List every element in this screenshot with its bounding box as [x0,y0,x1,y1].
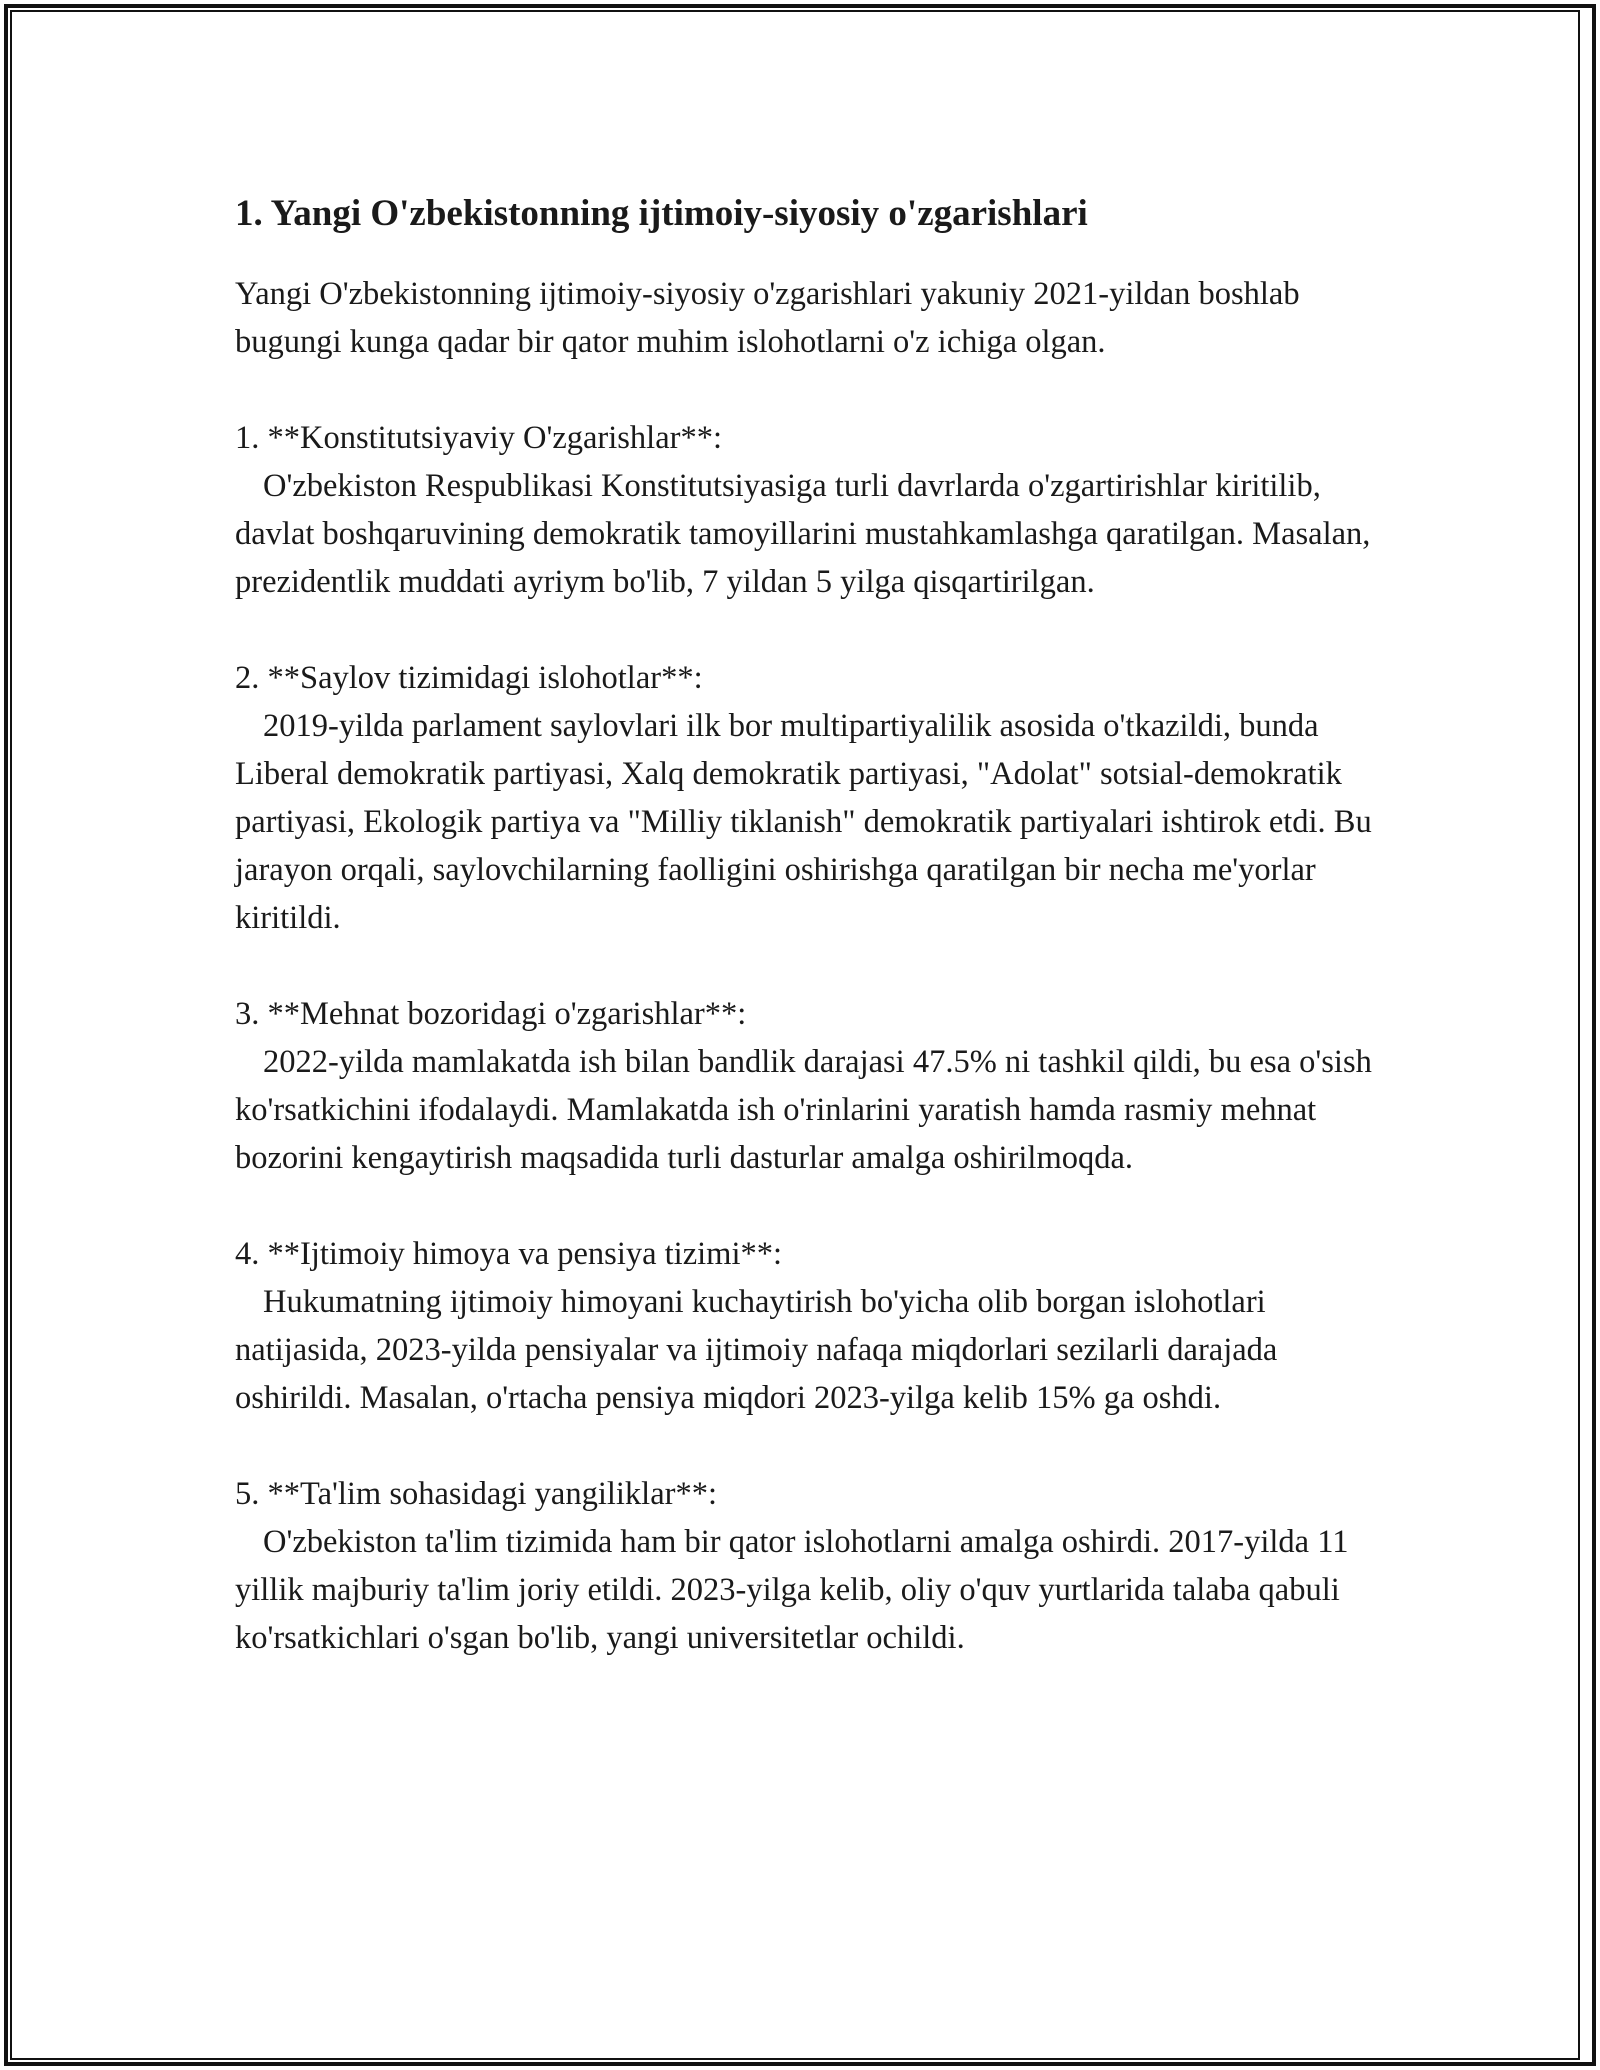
section-body: O'zbekiston Respublikasi Konstitutsiyasiga turli davrlarda o'zgartirishlar kiritilib, davlat boshqaruvining demokratik tamoyillarini mustahkamlashga qaratilgan. Masalan, prezidentlik muddati ayriym bo'lib, 7 yildan 5 yilga qisqartirilgan. [235,468,1371,600]
section-body: Hukumatning ijtimoiy himoyani kuchaytirish bo'yicha olib borgan islohotlari natijasida, 2023-yilda pensiyalar va ijtimoiy nafaqa miqdorlari sezilarli darajada oshirildi. Masalan, o'rtacha pensiya miqdori 2023-yilga kelib 15% ga oshdi. [235,1284,1278,1416]
section-heading: 3. **Mehnat bozoridagi o'zgarishlar**: [235,996,747,1032]
section-social-protection [235,1230,1375,1422]
section-heading: 4. **Ijtimoiy himoya va pensiya tizimi**: [235,1236,783,1272]
section-education [235,1470,1375,1662]
section-labor-market [235,990,1375,1182]
document-title: 1. Yangi O'zbekistonning ijtimoiy-siyosiy o'zgarishlari [235,193,1088,234]
section-electoral-reforms [235,654,1375,942]
section-constitutional-changes [235,414,1375,606]
section-heading: 1. **Konstitutsiyaviy O'zgarishlar**: [235,420,722,456]
section-body: O'zbekiston ta'lim tizimida ham bir qator islohotlarni amalga oshirdi. 2017-yilda 11 yillik majburiy ta'lim joriy etildi. 2023-yilga kelib, oliy o'quv yurtlarida talaba qabuli ko'rsatkichlari o'sgan bo'lib, yangi universitetlar ochildi. [235,1524,1349,1656]
section-body: 2019-yilda parlament saylovlari ilk bor multipartiyalilik asosida o'tkazildi, bunda Liberal demokratik partiyasi, Xalq demokratik partiyasi, "Adolat" sotsial-demokratik partiyasi, Ekologik partiya va "Milliy tiklanish" demokratik partiyalari ishtirok etdi. Bu jarayon orqali, saylovchilarning faolligini oshirishga qaratilgan bir necha me'yorlar kiritildi. [235,708,1372,936]
intro-paragraph: Yangi O'zbekistonning ijtimoiy-siyosiy o'zgarishlari yakuniy 2021-yildan boshlab bugungi kunga qadar bir qator muhim islohotlarni o'z ichiga olgan. [235,276,1300,360]
section-body: 2022-yilda mamlakatda ish bilan bandlik darajasi 47.5% ni tashkil qildi, bu esa o'sish ko'rsatkichini ifodalaydi. Mamlakatda ish o'rinlarini yaratish hamda rasmiy mehnat bozorini kengaytirish maqsadida turli dasturlar amalga oshirilmoqda. [235,1044,1372,1176]
document-content [235,188,1375,1710]
section-heading: 2. **Saylov tizimidagi islohotlar**: [235,660,703,696]
section-heading: 5. **Ta'lim sohasidagi yangiliklar**: [235,1476,717,1512]
